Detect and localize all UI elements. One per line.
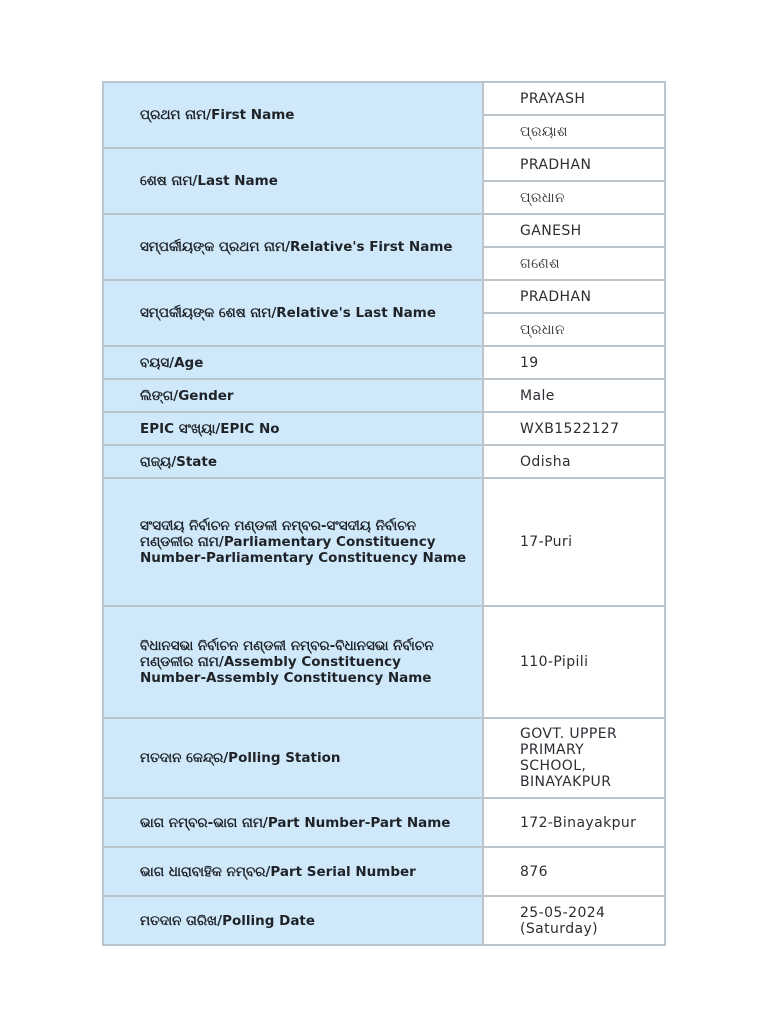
field-value: PRAYASH bbox=[483, 82, 665, 115]
field-value: ଗଣେଶ bbox=[483, 247, 665, 280]
table-row bbox=[103, 412, 665, 445]
table-row bbox=[103, 896, 665, 945]
table-row bbox=[103, 148, 665, 181]
field-value: GANESH bbox=[483, 214, 665, 247]
voter-details-table-body bbox=[103, 82, 665, 945]
voter-details-table bbox=[102, 81, 666, 946]
field-label: ପ୍ରଥମ ନାମ/First Name bbox=[103, 82, 483, 148]
field-label: ବୟସ/Age bbox=[103, 346, 483, 379]
table-row bbox=[103, 379, 665, 412]
field-value: PRADHAN bbox=[483, 148, 665, 181]
field-value: PRADHAN bbox=[483, 280, 665, 313]
field-label: ଲିଙ୍ଗ/Gender bbox=[103, 379, 483, 412]
table-row bbox=[103, 798, 665, 847]
field-value: 19 bbox=[483, 346, 665, 379]
table-row bbox=[103, 478, 665, 606]
table-row bbox=[103, 606, 665, 718]
table-row bbox=[103, 718, 665, 798]
field-value: 17-Puri bbox=[483, 478, 665, 606]
field-label: ସମ୍ପର୍କୀୟଙ୍କ ପ୍ରଥମ ନାମ/Relative's First Name bbox=[103, 214, 483, 280]
field-label: ଭାଗ ଧାରାବାହିକ ନମ୍ବର/Part Serial Number bbox=[103, 847, 483, 896]
field-value: 172-Binayakpur bbox=[483, 798, 665, 847]
field-value: ପ୍ରଧାନ bbox=[483, 313, 665, 346]
field-label: ମତଦାନ କେନ୍ଦ୍ର/Polling Station bbox=[103, 718, 483, 798]
table-row bbox=[103, 346, 665, 379]
field-label: ମତଦାନ ତାରିଖ/Polling Date bbox=[103, 896, 483, 945]
table-row bbox=[103, 280, 665, 313]
field-value: WXB1522127 bbox=[483, 412, 665, 445]
table-row bbox=[103, 214, 665, 247]
field-label: EPIC ସଂଖ୍ୟା/EPIC No bbox=[103, 412, 483, 445]
field-value: Male bbox=[483, 379, 665, 412]
field-value: ପ୍ରଧାନ bbox=[483, 181, 665, 214]
field-value: GOVT. UPPER PRIMARY SCHOOL, BINAYAKPUR bbox=[483, 718, 665, 798]
field-value: Odisha bbox=[483, 445, 665, 478]
table-row bbox=[103, 82, 665, 115]
field-label: ଶେଷ ନାମ/Last Name bbox=[103, 148, 483, 214]
field-label: ବିଧାନସଭା ନିର୍ବାଚନ ମଣ୍ଡଳୀ ନମ୍ବର-ବିଧାନସଭା ନିର୍ବାଚନ ମଣ୍ଡଳୀର ନାମ/Assembly Constituency Number-Assembly Constituency Name bbox=[103, 606, 483, 718]
field-value: 876 bbox=[483, 847, 665, 896]
table-row bbox=[103, 847, 665, 896]
field-label: ଭାଗ ନମ୍ବର-ଭାଗ ନାମ/Part Number-Part Name bbox=[103, 798, 483, 847]
table-row bbox=[103, 445, 665, 478]
field-label: ରାଜ୍ୟ/State bbox=[103, 445, 483, 478]
field-value: 110-Pipili bbox=[483, 606, 665, 718]
field-value: ପ୍ରୟାଶ bbox=[483, 115, 665, 148]
field-label: ସମ୍ପର୍କୀୟଙ୍କ ଶେଷ ନାମ/Relative's Last Name bbox=[103, 280, 483, 346]
field-value: 25-05-2024 (Saturday) bbox=[483, 896, 665, 945]
field-label: ସଂସଦୀୟ ନିର୍ବାଚନ ମଣ୍ଡଳୀ ନମ୍ବର-ସଂସଦୀୟ ନିର୍ବାଚନ ମଣ୍ଡଳୀର ନାମ/Parliamentary Constituency Number-Parliamentary Constituency Name bbox=[103, 478, 483, 606]
